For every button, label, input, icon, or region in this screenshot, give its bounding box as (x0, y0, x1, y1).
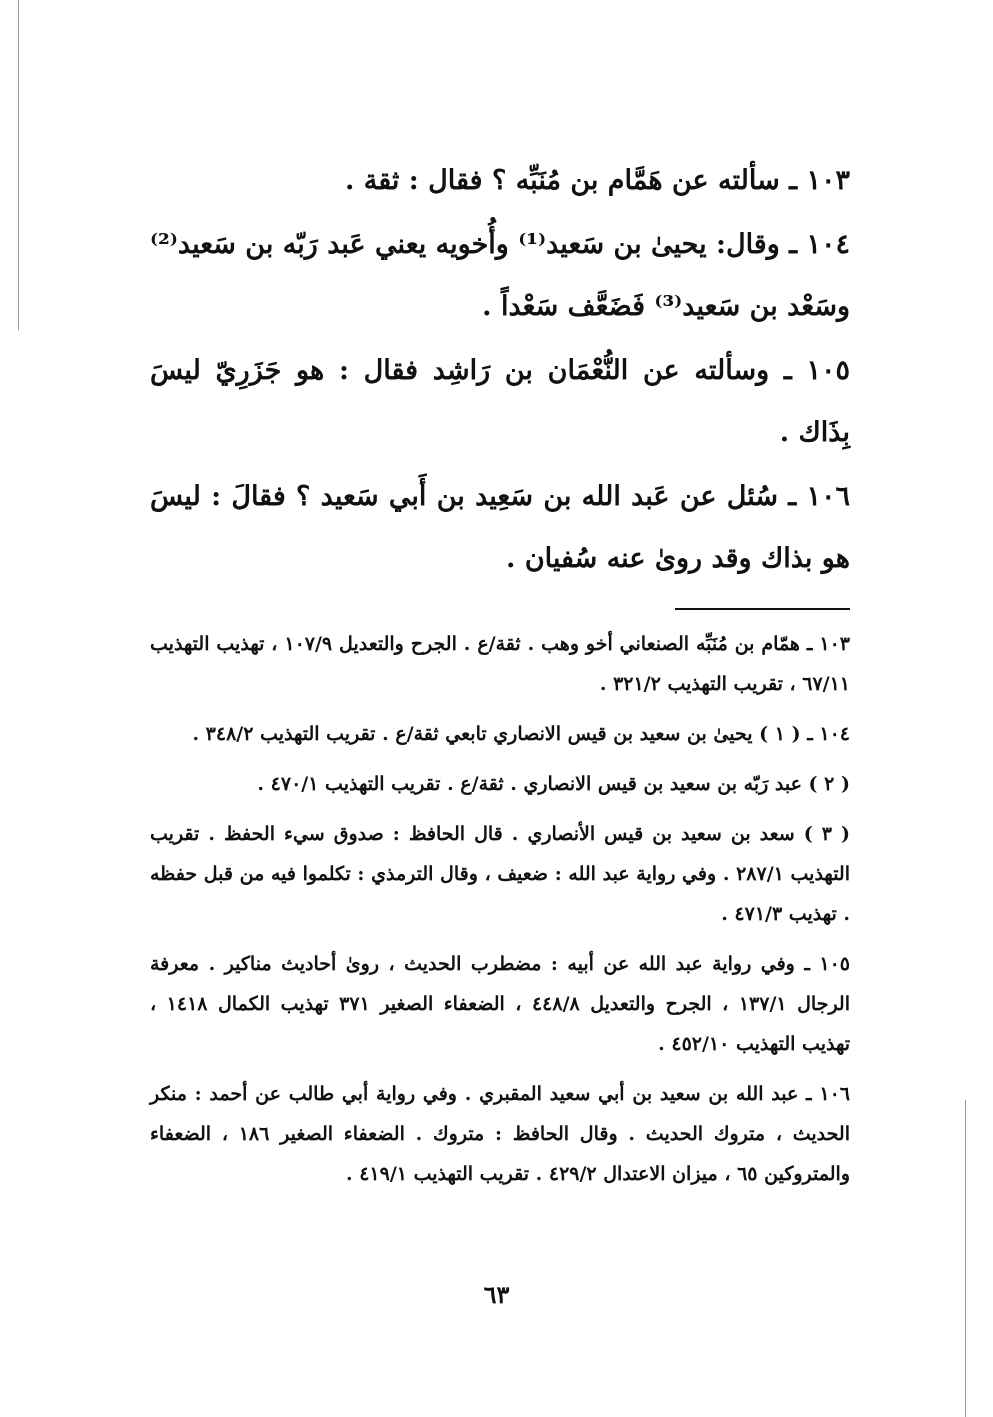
entry-103: ١٠٣ ـ سألته عن هَمَّام بن مُنَبِّه ؟ فقال : ثقة . (344, 165, 850, 196)
entry-104: ١٠٤ ـ وقال: يحيىٰ بن سَعيد⁽¹⁾ وأُخويه يعني عَبد رَبّه بن سَعيد⁽²⁾ وسَعْد بن سَعيد⁽³⁾ فَضَعَّف سَعْداً . (150, 229, 850, 322)
footnote-104-2: ( ٢ ) عبد رَبّه بن سعيد بن قيس الانصاري . ثقة/ع . تقريب التهذيب ٤٧٠/١ . (257, 773, 850, 795)
scan-edge-line (18, 0, 19, 330)
footnote-105: ١٠٥ ـ وفي رواية عبد الله عن أبيه : مضطرب الحديث ، روىٰ أحاديث مناكير . معرفة الرجال ١٣٧/١ ، الجرح والتعديل ٤٤٨/٨ ، الضعفاء الصغير ٣٧١ تهذيب الكمال ١٤١٨ ، تهذيب التهذيب ٤٥٢/١٠ . (150, 953, 851, 1055)
footnote-106: ١٠٦ ـ عبد الله بن سعيد بن أبي سعيد المقبري . وفي رواية أبي طالب عن أحمد : منكر الحديث ، متروك الحديث . وقال الحافظ : متروك . الضعفاء الصغير ١٨٦ ، الضعفاء والمتروكين ٦٥ ، ميزان الاعتدال ٤٢٩/٢ . تقريب التهذيب ٤١٩/١ . (150, 1083, 850, 1185)
main-text (150, 150, 850, 590)
entry-106: ١٠٦ ـ سُئل عن عَبد الله بن سَعِيد بن أَبي سَعيد ؟ فقالَ : ليسَ هو بذاك وقد روىٰ عنه سُفيان . (150, 481, 850, 574)
footnote-separator (675, 608, 850, 610)
footnote-104-1: ١٠٤ ـ ( ١ ) يحيىٰ بن سعيد بن قيس الانصاري تابعي ثقة/ع . تقريب التهذيب ٣٤٨/٢ . (192, 723, 850, 745)
entry-105: ١٠٥ ـ وسألته عن النُّعْمَان بن رَاشِد فقال : هو جَزَرِيّ ليسَ بِذَاك . (150, 355, 850, 448)
footnote-103: ١٠٣ ـ همّام بن مُنَبِّه الصنعاني أخو وهب . ثقة/ع . الجرح والتعديل ١٠٧/٩ ، تهذيب التهذيب ٦٧/١١ ، تقريب التهذيب ٣٢١/٢ . (150, 633, 850, 695)
page-content (150, 150, 850, 1204)
footnote-104-3: ( ٣ ) سعد بن سعيد بن قيس الأنصاري . قال الحافظ : صدوق سيء الحفظ . تقريب التهذيب ٢٨٧/١ . وفي رواية عبد الله : ضعيف ، وقال الترمذي : تكلموا فيه من قبل حفظه . تهذيب ٤٧١/٣ . (150, 823, 850, 925)
page-number: ٦٣ (483, 1280, 510, 1309)
scan-edge-line (965, 1100, 966, 1417)
footnotes (150, 624, 850, 1194)
